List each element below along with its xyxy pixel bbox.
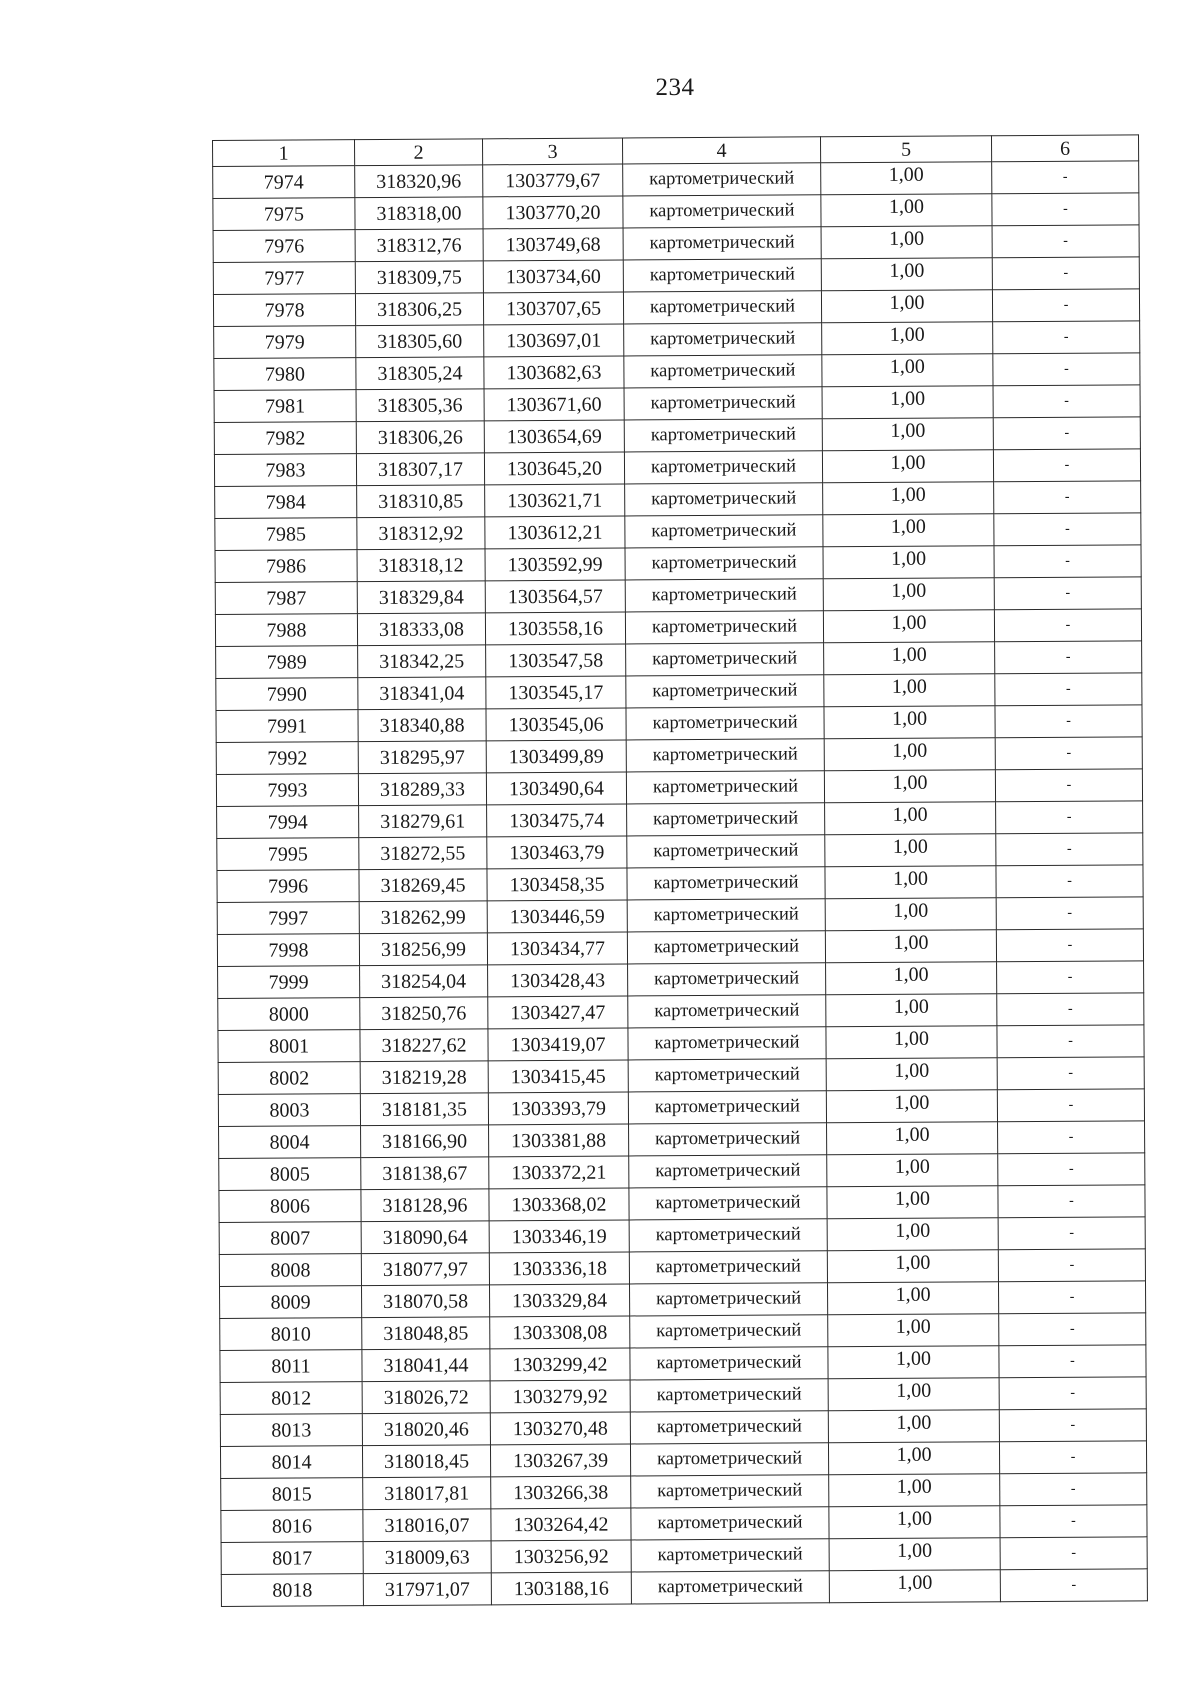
x-coordinate-cell: 318342,25 <box>358 645 486 678</box>
accuracy-cell: 1,00 <box>829 1506 1000 1539</box>
accuracy-cell: 1,00 <box>825 898 996 931</box>
accuracy-cell: 1,00 <box>823 546 994 579</box>
method-cell: картометрический <box>631 1539 829 1572</box>
y-coordinate-cell: 1303329,84 <box>489 1284 629 1317</box>
accuracy-cell: 1,00 <box>827 1218 998 1251</box>
point-number-cell: 7986 <box>215 550 357 583</box>
accuracy-cell: 1,00 <box>821 194 992 227</box>
point-number-cell: 7999 <box>218 966 360 999</box>
method-cell: картометрический <box>628 1059 826 1092</box>
accuracy-cell: 1,00 <box>822 354 993 387</box>
point-number-cell: 7988 <box>215 614 357 647</box>
method-cell: картометрический <box>628 1027 826 1060</box>
x-coordinate-cell: 317971,07 <box>363 1573 491 1606</box>
x-coordinate-cell: 318138,67 <box>361 1157 489 1190</box>
note-cell: - <box>996 833 1143 866</box>
point-number-cell: 8000 <box>218 998 360 1031</box>
method-cell: картометрический <box>625 611 823 644</box>
note-cell: - <box>999 1313 1146 1346</box>
method-cell: картометрический <box>630 1411 828 1444</box>
accuracy-cell: 1,00 <box>824 674 995 707</box>
note-cell: - <box>992 193 1139 226</box>
note-cell: - <box>995 641 1142 674</box>
y-coordinate-cell: 1303427,47 <box>488 996 628 1029</box>
note-cell: - <box>993 321 1140 354</box>
accuracy-cell: 1,00 <box>821 258 992 291</box>
method-cell: картометрический <box>623 227 821 260</box>
column-header: 4 <box>622 137 820 164</box>
x-coordinate-cell: 318016,07 <box>363 1509 491 1542</box>
point-number-cell: 7989 <box>216 646 358 679</box>
y-coordinate-cell: 1303415,45 <box>488 1060 628 1093</box>
point-number-cell: 8004 <box>219 1126 361 1159</box>
point-number-cell: 8007 <box>219 1222 361 1255</box>
point-number-cell: 7995 <box>217 838 359 871</box>
method-cell: картометрический <box>629 1251 827 1284</box>
accuracy-cell: 1,00 <box>826 1026 997 1059</box>
y-coordinate-cell: 1303499,89 <box>486 740 626 773</box>
method-cell: картометрический <box>627 899 825 932</box>
method-cell: картометрический <box>629 1123 827 1156</box>
y-coordinate-cell: 1303547,58 <box>486 644 626 677</box>
note-cell: - <box>998 1281 1145 1314</box>
y-coordinate-cell: 1303299,42 <box>490 1348 630 1381</box>
y-coordinate-cell: 1303734,60 <box>483 260 623 293</box>
method-cell: картометрический <box>624 355 822 388</box>
x-coordinate-cell: 318250,76 <box>360 997 488 1030</box>
accuracy-cell: 1,00 <box>824 738 995 771</box>
x-coordinate-cell: 318048,85 <box>362 1317 490 1350</box>
note-cell: - <box>994 577 1141 610</box>
coordinates-table <box>212 134 1148 1607</box>
point-number-cell: 7994 <box>217 806 359 839</box>
column-header: 5 <box>820 136 991 163</box>
y-coordinate-cell: 1303545,17 <box>486 676 626 709</box>
note-cell: - <box>997 1057 1144 1090</box>
x-coordinate-cell: 318295,97 <box>358 741 486 774</box>
y-coordinate-cell: 1303428,43 <box>488 964 628 997</box>
x-coordinate-cell: 318166,90 <box>361 1125 489 1158</box>
column-header: 3 <box>482 138 622 165</box>
note-cell: - <box>996 801 1143 834</box>
point-number-cell: 8009 <box>220 1286 362 1319</box>
point-number-cell: 8016 <box>221 1510 363 1543</box>
table-body <box>213 161 1148 1607</box>
y-coordinate-cell: 1303463,79 <box>487 836 627 869</box>
method-cell: картометрический <box>624 323 822 356</box>
note-cell: - <box>996 897 1143 930</box>
accuracy-cell: 1,00 <box>823 482 994 515</box>
note-cell: - <box>998 1153 1145 1186</box>
point-number-cell: 8010 <box>220 1318 362 1351</box>
method-cell: картометрический <box>626 739 824 772</box>
method-cell: картометрический <box>624 451 822 484</box>
accuracy-cell: 1,00 <box>824 770 995 803</box>
point-number-cell: 7984 <box>215 486 357 519</box>
note-cell: - <box>995 673 1142 706</box>
method-cell: картометрический <box>627 867 825 900</box>
accuracy-cell: 1,00 <box>827 1250 998 1283</box>
accuracy-cell: 1,00 <box>822 386 993 419</box>
accuracy-cell: 1,00 <box>824 642 995 675</box>
y-coordinate-cell: 1303558,16 <box>485 612 625 645</box>
y-coordinate-cell: 1303372,21 <box>489 1156 629 1189</box>
y-coordinate-cell: 1303697,01 <box>484 324 624 357</box>
accuracy-cell: 1,00 <box>822 322 993 355</box>
note-cell: - <box>999 1345 1146 1378</box>
note-cell: - <box>997 961 1144 994</box>
accuracy-cell: 1,00 <box>829 1570 1000 1603</box>
y-coordinate-cell: 1303749,68 <box>483 228 623 261</box>
x-coordinate-cell: 318070,58 <box>362 1285 490 1318</box>
x-coordinate-cell: 318017,81 <box>363 1477 491 1510</box>
note-cell: - <box>998 1185 1145 1218</box>
y-coordinate-cell: 1303475,74 <box>487 804 627 837</box>
y-coordinate-cell: 1303654,69 <box>484 420 624 453</box>
method-cell: картометрический <box>630 1315 828 1348</box>
x-coordinate-cell: 318333,08 <box>357 613 485 646</box>
y-coordinate-cell: 1303446,59 <box>487 900 627 933</box>
y-coordinate-cell: 1303393,79 <box>488 1092 628 1125</box>
point-number-cell: 8005 <box>219 1158 361 1191</box>
page-number: 234 <box>655 74 695 101</box>
method-cell: картометрический <box>629 1187 827 1220</box>
note-cell: - <box>992 161 1139 194</box>
x-coordinate-cell: 318305,60 <box>356 325 484 358</box>
x-coordinate-cell: 318026,72 <box>362 1381 490 1414</box>
x-coordinate-cell: 318009,63 <box>363 1541 491 1574</box>
method-cell: картометрический <box>627 803 825 836</box>
y-coordinate-cell: 1303266,38 <box>491 1476 631 1509</box>
point-number-cell: 7983 <box>214 454 356 487</box>
note-cell: - <box>1000 1569 1147 1602</box>
point-number-cell: 8006 <box>219 1190 361 1223</box>
x-coordinate-cell: 318312,76 <box>355 229 483 262</box>
point-number-cell: 7997 <box>217 902 359 935</box>
point-number-cell: 7980 <box>214 358 356 391</box>
point-number-cell: 7990 <box>216 678 358 711</box>
y-coordinate-cell: 1303592,99 <box>485 548 625 581</box>
x-coordinate-cell: 318341,04 <box>358 677 486 710</box>
x-coordinate-cell: 318318,12 <box>357 549 485 582</box>
x-coordinate-cell: 318305,36 <box>356 389 484 422</box>
method-cell: картометрический <box>625 579 823 612</box>
note-cell: - <box>992 289 1139 322</box>
column-header: 1 <box>213 140 355 167</box>
point-number-cell: 8002 <box>218 1062 360 1095</box>
x-coordinate-cell: 318262,99 <box>359 901 487 934</box>
x-coordinate-cell: 318305,24 <box>356 357 484 390</box>
method-cell: картометрический <box>626 707 824 740</box>
accuracy-cell: 1,00 <box>828 1314 999 1347</box>
y-coordinate-cell: 1303707,65 <box>483 292 623 325</box>
x-coordinate-cell: 318306,26 <box>356 421 484 454</box>
x-coordinate-cell: 318020,46 <box>362 1413 490 1446</box>
method-cell: картометрический <box>623 195 821 228</box>
accuracy-cell: 1,00 <box>825 930 996 963</box>
y-coordinate-cell: 1303264,42 <box>491 1508 631 1541</box>
note-cell: - <box>998 1249 1145 1282</box>
accuracy-cell: 1,00 <box>823 578 994 611</box>
method-cell: картометрический <box>629 1219 827 1252</box>
note-cell: - <box>992 257 1139 290</box>
point-number-cell: 7991 <box>216 710 358 743</box>
note-cell: - <box>993 417 1140 450</box>
y-coordinate-cell: 1303490,64 <box>486 772 626 805</box>
method-cell: картометрический <box>623 163 821 196</box>
note-cell: - <box>995 737 1142 770</box>
accuracy-cell: 1,00 <box>826 994 997 1027</box>
note-cell: - <box>999 1441 1146 1474</box>
y-coordinate-cell: 1303545,06 <box>486 708 626 741</box>
note-cell: - <box>993 449 1140 482</box>
point-number-cell: 7978 <box>213 294 355 327</box>
note-cell: - <box>993 353 1140 386</box>
y-coordinate-cell: 1303267,39 <box>490 1444 630 1477</box>
note-cell: - <box>1000 1473 1147 1506</box>
x-coordinate-cell: 318018,45 <box>362 1445 490 1478</box>
x-coordinate-cell: 318320,96 <box>355 165 483 198</box>
accuracy-cell: 1,00 <box>828 1346 999 1379</box>
x-coordinate-cell: 318041,44 <box>362 1349 490 1382</box>
y-coordinate-cell: 1303270,48 <box>490 1412 630 1445</box>
note-cell: - <box>1000 1537 1147 1570</box>
x-coordinate-cell: 318309,75 <box>355 261 483 294</box>
accuracy-cell: 1,00 <box>826 1090 997 1123</box>
accuracy-cell: 1,00 <box>821 162 992 195</box>
method-cell: картометрический <box>624 419 822 452</box>
point-number-cell: 7974 <box>213 166 355 199</box>
x-coordinate-cell: 318340,88 <box>358 709 486 742</box>
note-cell: - <box>994 481 1141 514</box>
method-cell: картометрический <box>628 1091 826 1124</box>
method-cell: картометрический <box>624 387 822 420</box>
note-cell: - <box>995 705 1142 738</box>
accuracy-cell: 1,00 <box>828 1410 999 1443</box>
note-cell: - <box>994 513 1141 546</box>
accuracy-cell: 1,00 <box>827 1186 998 1219</box>
y-coordinate-cell: 1303256,92 <box>491 1540 631 1573</box>
method-cell: картометрический <box>627 931 825 964</box>
accuracy-cell: 1,00 <box>829 1474 1000 1507</box>
method-cell: картометрический <box>625 515 823 548</box>
point-number-cell: 7987 <box>215 582 357 615</box>
x-coordinate-cell: 318256,99 <box>359 933 487 966</box>
point-number-cell: 8015 <box>221 1478 363 1511</box>
method-cell: картометрический <box>630 1379 828 1412</box>
point-number-cell: 8018 <box>221 1574 363 1607</box>
method-cell: картометрический <box>627 835 825 868</box>
note-cell: - <box>1000 1505 1147 1538</box>
note-cell: - <box>992 225 1139 258</box>
accuracy-cell: 1,00 <box>826 1058 997 1091</box>
x-coordinate-cell: 318272,55 <box>359 837 487 870</box>
method-cell: картометрический <box>630 1443 828 1476</box>
accuracy-cell: 1,00 <box>827 1122 998 1155</box>
x-coordinate-cell: 318329,84 <box>357 581 485 614</box>
y-coordinate-cell: 1303671,60 <box>484 388 624 421</box>
y-coordinate-cell: 1303458,35 <box>487 868 627 901</box>
accuracy-cell: 1,00 <box>829 1538 1000 1571</box>
method-cell: картометрический <box>631 1475 829 1508</box>
y-coordinate-cell: 1303434,77 <box>487 932 627 965</box>
note-cell: - <box>994 609 1141 642</box>
y-coordinate-cell: 1303368,02 <box>489 1188 629 1221</box>
point-number-cell: 7998 <box>217 934 359 967</box>
point-number-cell: 7996 <box>217 870 359 903</box>
column-header: 2 <box>355 139 483 166</box>
y-coordinate-cell: 1303564,57 <box>485 580 625 613</box>
method-cell: картометрический <box>628 963 826 996</box>
x-coordinate-cell: 318128,96 <box>361 1189 489 1222</box>
y-coordinate-cell: 1303645,20 <box>484 452 624 485</box>
accuracy-cell: 1,00 <box>827 1154 998 1187</box>
accuracy-cell: 1,00 <box>826 962 997 995</box>
y-coordinate-cell: 1303419,07 <box>488 1028 628 1061</box>
method-cell: картометрический <box>626 771 824 804</box>
note-cell: - <box>993 385 1140 418</box>
point-number-cell: 8003 <box>218 1094 360 1127</box>
note-cell: - <box>997 1025 1144 1058</box>
accuracy-cell: 1,00 <box>825 802 996 835</box>
x-coordinate-cell: 318269,45 <box>359 869 487 902</box>
accuracy-cell: 1,00 <box>823 514 994 547</box>
x-coordinate-cell: 318312,92 <box>357 517 485 550</box>
point-number-cell: 8011 <box>220 1350 362 1383</box>
point-number-cell: 8014 <box>220 1446 362 1479</box>
accuracy-cell: 1,00 <box>825 866 996 899</box>
method-cell: картометрический <box>631 1571 829 1604</box>
point-number-cell: 8012 <box>220 1382 362 1415</box>
point-number-cell: 7979 <box>214 326 356 359</box>
x-coordinate-cell: 318310,85 <box>357 485 485 518</box>
note-cell: - <box>999 1377 1146 1410</box>
y-coordinate-cell: 1303779,67 <box>483 164 623 197</box>
note-cell: - <box>994 545 1141 578</box>
point-number-cell: 7977 <box>213 262 355 295</box>
y-coordinate-cell: 1303381,88 <box>489 1124 629 1157</box>
accuracy-cell: 1,00 <box>825 834 996 867</box>
method-cell: картометрический <box>629 1283 827 1316</box>
point-number-cell: 8013 <box>220 1414 362 1447</box>
point-number-cell: 8017 <box>221 1542 363 1575</box>
method-cell: картометрический <box>625 483 823 516</box>
note-cell: - <box>996 865 1143 898</box>
accuracy-cell: 1,00 <box>821 226 992 259</box>
x-coordinate-cell: 318289,33 <box>358 773 486 806</box>
accuracy-cell: 1,00 <box>828 1378 999 1411</box>
table-row <box>221 1569 1147 1607</box>
note-cell: - <box>997 993 1144 1026</box>
x-coordinate-cell: 318279,61 <box>359 805 487 838</box>
point-number-cell: 7982 <box>214 422 356 455</box>
y-coordinate-cell: 1303336,18 <box>489 1252 629 1285</box>
accuracy-cell: 1,00 <box>822 450 993 483</box>
point-number-cell: 8001 <box>218 1030 360 1063</box>
y-coordinate-cell: 1303279,92 <box>490 1380 630 1413</box>
y-coordinate-cell: 1303612,21 <box>485 516 625 549</box>
x-coordinate-cell: 318318,00 <box>355 197 483 230</box>
x-coordinate-cell: 318090,64 <box>361 1221 489 1254</box>
x-coordinate-cell: 318227,62 <box>360 1029 488 1062</box>
x-coordinate-cell: 318307,17 <box>356 453 484 486</box>
accuracy-cell: 1,00 <box>821 290 992 323</box>
accuracy-cell: 1,00 <box>822 418 993 451</box>
note-cell: - <box>997 1089 1144 1122</box>
x-coordinate-cell: 318077,97 <box>361 1253 489 1286</box>
y-coordinate-cell: 1303682,63 <box>484 356 624 389</box>
point-number-cell: 7993 <box>216 774 358 807</box>
accuracy-cell: 1,00 <box>827 1282 998 1315</box>
point-number-cell: 8008 <box>219 1254 361 1287</box>
y-coordinate-cell: 1303346,19 <box>489 1220 629 1253</box>
note-cell: - <box>995 769 1142 802</box>
point-number-cell: 7975 <box>213 198 355 231</box>
method-cell: картометрический <box>626 675 824 708</box>
point-number-cell: 7985 <box>215 518 357 551</box>
note-cell: - <box>998 1121 1145 1154</box>
y-coordinate-cell: 1303308,08 <box>490 1316 630 1349</box>
method-cell: картометрический <box>630 1347 828 1380</box>
method-cell: картометрический <box>629 1155 827 1188</box>
accuracy-cell: 1,00 <box>823 610 994 643</box>
y-coordinate-cell: 1303621,71 <box>485 484 625 517</box>
method-cell: картометрический <box>628 995 826 1028</box>
method-cell: картометрический <box>623 259 821 292</box>
x-coordinate-cell: 318181,35 <box>360 1093 488 1126</box>
accuracy-cell: 1,00 <box>828 1442 999 1475</box>
note-cell: - <box>998 1217 1145 1250</box>
x-coordinate-cell: 318254,04 <box>360 965 488 998</box>
method-cell: картометрический <box>623 291 821 324</box>
note-cell: - <box>996 929 1143 962</box>
column-header: 6 <box>991 135 1138 162</box>
accuracy-cell: 1,00 <box>824 706 995 739</box>
method-cell: картометрический <box>625 547 823 580</box>
note-cell: - <box>999 1409 1146 1442</box>
x-coordinate-cell: 318219,28 <box>360 1061 488 1094</box>
y-coordinate-cell: 1303188,16 <box>491 1572 631 1605</box>
point-number-cell: 7992 <box>216 742 358 775</box>
point-number-cell: 7976 <box>213 230 355 263</box>
x-coordinate-cell: 318306,25 <box>355 293 483 326</box>
method-cell: картометрический <box>631 1507 829 1540</box>
point-number-cell: 7981 <box>214 390 356 423</box>
y-coordinate-cell: 1303770,20 <box>483 196 623 229</box>
method-cell: картометрический <box>626 643 824 676</box>
